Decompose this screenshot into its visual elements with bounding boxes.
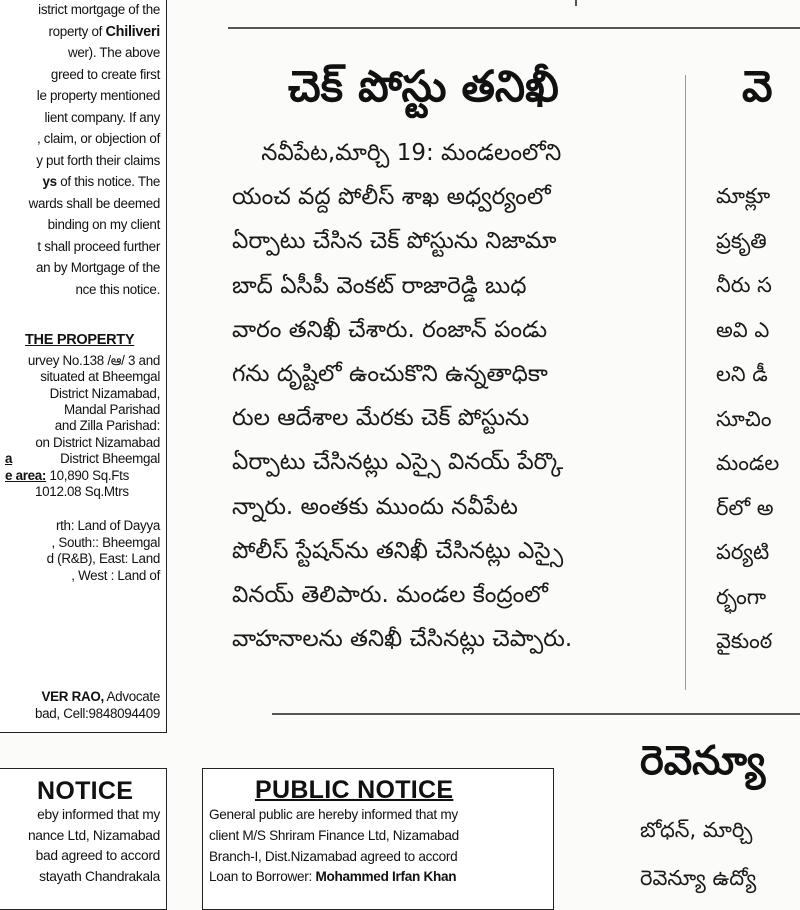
notice-text: wer). The above	[67, 45, 160, 60]
notice-text: t shall proceed further	[37, 238, 160, 254]
area-value: 10,890 Sq.Fts	[46, 468, 129, 483]
notice-text: y put forth their claims	[36, 152, 160, 168]
property-line: urvey No.138 /ఆ/ 3 and	[27, 353, 160, 368]
right-article-line: ర్‌లో అ	[716, 495, 774, 520]
right-article-line: సూచిం	[716, 406, 772, 431]
public-notice-line: General public are hereby informed that my	[209, 807, 458, 822]
property-line: District Nizamabad,	[49, 385, 160, 401]
article-body-line: వారం తనిఖీ చేశారు. రంజాన్ పండు	[232, 316, 548, 343]
property-line: Mandal Parishad	[64, 401, 160, 417]
area-mtrs: 1012.08 Sq.Mtrs	[35, 484, 129, 499]
article-body-line: బాద్ ఏసీపీ వెంకట్ రాజారెడ్డి బుధ	[232, 272, 527, 299]
article-body-line: ఏర్పాటు చేసినట్లు ఎస్సై వినయ్ పేర్కొ	[232, 449, 564, 476]
article-body-line: గను దృష్టిలో ఉంచుకొని ఉన్నతాధికా	[232, 361, 548, 387]
notice-line: stayath Chandrakala	[39, 868, 160, 884]
notice-line: eby informed that my	[37, 807, 160, 822]
notice-line	[44, 110, 160, 126]
article-headline: చెక్ పోస్టు తనిఖీ	[288, 62, 559, 112]
article-body-line: న్నారు. అంతకు ముందు నవీపేట	[232, 493, 518, 520]
notice-line: nance Ltd, Nizamabad	[27, 827, 160, 843]
article-body-line: వినయ్ తెలిపారు. మండల కేంద్రంలో	[232, 582, 548, 608]
property-heading: THE PROPERTY	[25, 332, 135, 348]
notice-box-left	[0, 768, 167, 910]
advocate-name: VER RAO,	[41, 689, 104, 704]
article-body-line: రుల ఆదేశాల మేరకు చెక్ పోస్టును	[232, 405, 530, 432]
public-notice-box	[202, 768, 554, 910]
right-article-line: మాక్లూ	[716, 184, 771, 208]
public-notice-line: client M/S Shriram Finance Ltd, Nizamabad	[209, 828, 459, 843]
area-label: e area:	[5, 468, 47, 483]
column-divider	[685, 75, 686, 690]
notice-text: istrict mortgage of the	[38, 2, 160, 17]
notice-text: of this notice. The	[56, 174, 160, 189]
notice-line	[36, 260, 160, 276]
property-line: on District Nizamabad	[35, 434, 160, 450]
boundary-line: , South:: Bheemgal	[51, 534, 160, 550]
right-article-line: వైకుంఠ	[716, 629, 773, 653]
notice-line	[68, 45, 160, 61]
article-body-line: నవీపేట,మార్చి 19: మండలంలోని	[232, 140, 562, 166]
notice-text: roperty of	[48, 23, 106, 39]
top-tick	[575, 0, 577, 6]
right-article-line: ర్భంగా	[716, 584, 767, 609]
notice-title: NOTICE	[37, 777, 134, 805]
notice-bold-text: Chiliveri	[105, 23, 160, 40]
notice-line	[36, 153, 160, 169]
notice-line	[29, 196, 160, 212]
legal-notice-column	[0, 0, 167, 733]
notice-line	[43, 174, 160, 190]
notice-text: greed to create first	[50, 66, 160, 82]
right-article-line: లని డీ	[716, 362, 768, 386]
notice-text: wards shall be deemed	[28, 195, 160, 211]
notice-line: bad agreed to accord	[35, 848, 160, 863]
borrower-prefix: Loan to Borrower:	[209, 869, 316, 884]
property-line: District Bheemgal	[60, 450, 160, 466]
notice-line	[37, 131, 160, 147]
notice-line	[75, 282, 160, 298]
second-article-line: బోధన్, మార్చి	[640, 818, 753, 842]
public-notice-title: PUBLIC NOTICE	[255, 776, 454, 804]
right-article-line: అవి ఎ	[716, 317, 770, 342]
notice-text: an by Mortgage of the	[36, 260, 160, 275]
property-line: situated at Bheemgal	[40, 369, 160, 385]
article-body-line: పోలీస్ స్టేషన్‌ను తనిఖీ చేసినట్లు ఎస్సై	[232, 537, 564, 564]
top-rule	[228, 27, 800, 29]
notice-line	[51, 67, 160, 83]
article-body-line: యంచ వద్ద పోలీస్ శాఖ అధ్వర్యంలో	[232, 184, 551, 211]
notice-bold-text: ys	[42, 174, 57, 189]
right-article-line: పర్యటి	[716, 540, 770, 564]
notice-line	[48, 217, 160, 233]
notice-line	[37, 239, 160, 255]
notice-line	[38, 2, 160, 18]
advocate-line	[42, 689, 160, 705]
area-line	[5, 468, 129, 484]
notice-text: nce this notice.	[75, 281, 160, 297]
public-notice-borrower-line	[209, 869, 456, 885]
notice-text: lient company. If any	[44, 109, 160, 125]
notice-text: le property mentioned	[36, 88, 160, 103]
schedule-sub-heading: a	[5, 451, 13, 466]
borrower-name: Mohammed Irfan Khan	[315, 869, 457, 884]
notice-line	[49, 24, 161, 40]
boundary-line: rth: Land of Dayya	[55, 518, 160, 533]
second-article-line: రెవెన్యూ ఉద్యో	[640, 866, 757, 890]
article-body-line: ఏర్పాటు చేసిన చెక్ పోస్టును నిజామా	[232, 228, 557, 255]
right-article-headline: వె	[742, 62, 773, 112]
right-article-line: నీరు స	[716, 273, 772, 297]
advocate-cell: bad, Cell:9848094409	[34, 706, 160, 721]
notice-text: , claim, or objection of	[36, 131, 160, 146]
property-line: and Zilla Parishad:	[54, 418, 160, 434]
right-article-line: ప్రకృతి	[716, 228, 767, 253]
advocate-suffix: Advocate	[103, 689, 160, 704]
notice-line	[37, 88, 160, 104]
notice-text: binding on my client	[47, 217, 160, 232]
boundary-line: , West : Land of	[71, 567, 160, 583]
right-article-line: మండల	[716, 451, 780, 475]
boundary-line: d (R&B), East: Land	[46, 551, 160, 566]
section-rule	[272, 713, 800, 715]
second-article-headline: రెవెన్యూ	[640, 738, 766, 784]
public-notice-line: Branch-I, Dist.Nizamabad agreed to accord	[209, 849, 458, 864]
article-body-line: వాహనాలను తనిఖీ చేసినట్లు చెప్పారు.	[232, 626, 573, 653]
